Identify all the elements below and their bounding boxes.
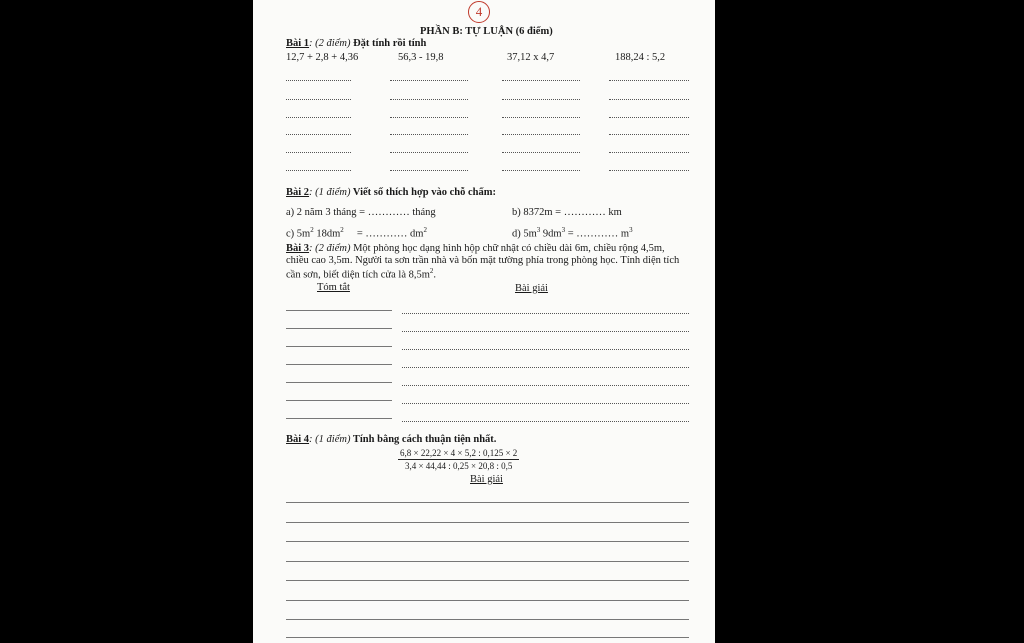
bai3-summary-heading: Tóm tắt (317, 282, 350, 293)
page-number-circle: 4 (468, 1, 490, 23)
bai1-points: : (2 điểm) (309, 38, 351, 49)
bai4-heading (286, 434, 496, 446)
bai2-d-mid: 9dm (540, 228, 562, 240)
bai2-item-a (286, 207, 436, 219)
bai2-b-text: b) 8372m = (512, 207, 564, 218)
bai1-problem-2: 56,3 - 19,8 (398, 52, 444, 63)
bai1-label: Bài 1 (286, 38, 310, 49)
bai1-problem-1: 12,7 + 2,8 + 4,36 (286, 52, 359, 63)
bai2-c-sup3: 2 (423, 226, 427, 234)
bai1-problem-3: 37,12 x 4,7 (507, 52, 555, 63)
bai2-item-b (512, 207, 622, 219)
bai2-heading (286, 187, 496, 199)
bai2-d-blank[interactable]: ………… (576, 228, 619, 240)
bai2-points: : (1 điểm) (309, 187, 351, 198)
bai2-b-blank[interactable]: ………… (563, 207, 606, 218)
bai2-c-unit: dm (407, 228, 424, 240)
bai3-sup: 2 (429, 267, 434, 275)
bai1-problem-4: 188,24 : 5,2 (615, 52, 666, 63)
bai2-item-d (512, 224, 633, 241)
bai3-end: . (433, 269, 437, 281)
bai2-b-unit: km (605, 207, 622, 218)
bai4-denominator: 3,4 × 44,44 : 0,25 × 20,8 : 0,5 (404, 461, 513, 471)
bai3-points: : (2 điểm) (309, 243, 351, 254)
bai2-a-unit: tháng (409, 207, 436, 218)
bai2-d-sup2: 3 (561, 226, 566, 234)
bai1-instruction: Đặt tính rồi tính (350, 38, 427, 49)
bai4-solution-heading: Bài giải (470, 474, 503, 485)
bai1-heading (286, 38, 426, 50)
bai3-problem-text (286, 243, 686, 281)
bai2-d-sup: 3 (536, 226, 541, 234)
bai4-points: : (1 điểm) (309, 434, 351, 445)
bai4-label: Bài 4 (286, 434, 310, 445)
bai2-c-mid: 18dm (313, 228, 341, 240)
bai2-d-unit: m (618, 228, 630, 240)
bai2-item-c (286, 224, 427, 241)
bai2-label: Bài 2 (286, 187, 310, 198)
worksheet-page (253, 0, 715, 643)
bai3-statement: Một phòng học dạng hình hộp chữ nhật có chiều dài 6m, chiều rộng 4,5m, chiều cao 3,5m. Người ta sơn trần nhà và bốn mặt tường phía trong phòng học. Tính diện tích cần sơn, biết diện tích cửa là 8,5m (286, 243, 680, 281)
bai2-a-blank[interactable]: ………… (367, 207, 410, 218)
bai2-c-blank[interactable]: ………… (365, 228, 408, 240)
bai2-d-sup3: 3 (629, 226, 633, 234)
section-title: PHẦN B: TỰ LUẬN (6 điểm) (420, 26, 553, 37)
bai2-a-text: a) 2 năm 3 tháng = (286, 207, 368, 218)
bai2-d-eq: = (565, 228, 577, 240)
bai2-c-sup: 2 (310, 226, 314, 234)
bai2-instruction: Viết số thích hợp vào chỗ chấm: (350, 187, 496, 198)
bai3-solution-heading: Bài giải (515, 283, 548, 294)
bai2-c-eq: = (343, 228, 366, 240)
bai2-c-text: c) 5m (286, 228, 311, 240)
bai2-d-text: d) 5m (512, 228, 537, 240)
bai4-instruction: Tính bằng cách thuận tiện nhất. (350, 434, 497, 445)
bai3-label: Bài 3 (286, 243, 310, 254)
bai4-numerator: 6,8 × 22,22 × 4 × 5,2 : 0,125 × 2 (400, 448, 518, 458)
bai2-c-sup2: 2 (340, 226, 344, 234)
bai4-fraction (398, 448, 519, 471)
